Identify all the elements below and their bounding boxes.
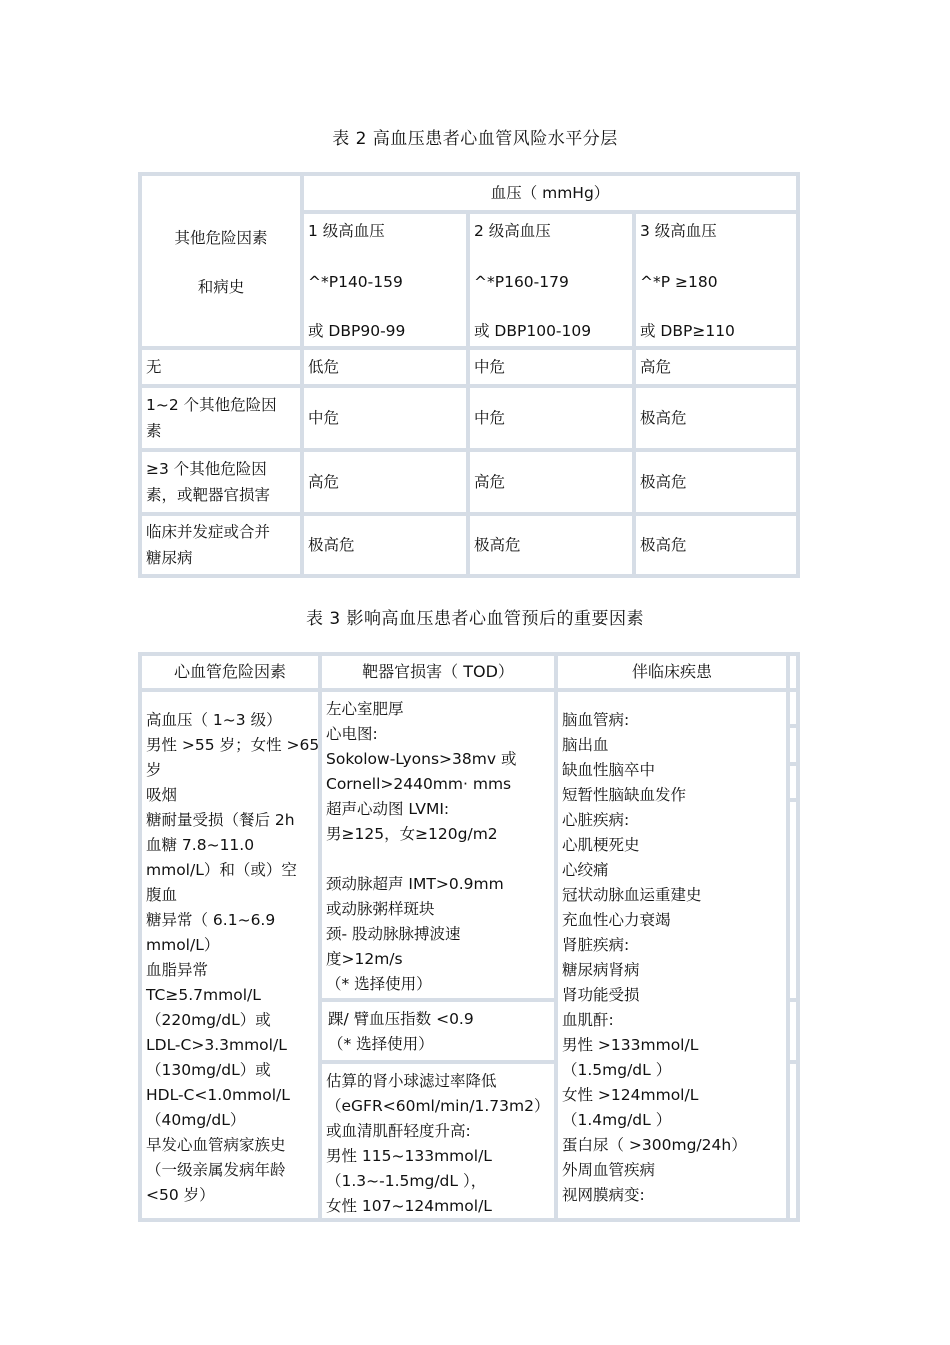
clinical-line: 冠状动脉血运重建史 bbox=[562, 886, 702, 904]
risk-factor-line: 高血压（ 1~3 级） bbox=[146, 711, 282, 729]
risk-factor-line: 血糖 7.8~11.0 bbox=[146, 836, 255, 854]
risk-factor-line: （220mg/dL）或 bbox=[146, 1011, 271, 1029]
clinical-line: 心绞痛 bbox=[562, 861, 609, 879]
clinical-line: 肾功能受损 bbox=[562, 986, 640, 1004]
risk-factor-line: （130mg/dL）或 bbox=[146, 1061, 271, 1079]
factor-cell bbox=[140, 386, 302, 450]
risk-level: 极高危 bbox=[474, 536, 521, 554]
row-header-line: 其他危险因素 bbox=[174, 229, 268, 247]
risk-level: 中危 bbox=[474, 409, 506, 427]
risk-factor-line: 糖耐量受损（餐后 2h bbox=[146, 811, 295, 829]
risk-factor-line: （一级亲属发病年龄 bbox=[146, 1161, 286, 1179]
clinical-line: 糖尿病肾病 bbox=[562, 961, 640, 979]
header-label: 靶器官损害（ TOD） bbox=[362, 662, 514, 681]
risk-factor-line: HDL-C<1.0mmol/L bbox=[146, 1086, 290, 1104]
risk-level: 极高危 bbox=[640, 409, 687, 427]
risk-level-cell bbox=[634, 348, 798, 386]
grade-header-cell bbox=[634, 212, 798, 348]
row-header-line: 和病史 bbox=[197, 278, 245, 296]
extra-column-cell bbox=[788, 1000, 798, 1062]
risk-level: 极高危 bbox=[640, 536, 687, 554]
clinical-line: 充血性心力衰竭 bbox=[562, 911, 671, 929]
tod-line: 左心室肥厚 bbox=[326, 700, 404, 718]
risk-level-cell bbox=[468, 386, 634, 450]
risk-level-cell bbox=[634, 514, 798, 576]
tod-line: 或血清肌酐轻度升高: bbox=[326, 1122, 471, 1140]
risk-level: 极高危 bbox=[308, 536, 355, 554]
grade-header-cell bbox=[468, 212, 634, 348]
clinical-cell bbox=[556, 690, 788, 1220]
risk-level-cell bbox=[302, 348, 468, 386]
tod-cell-cardiac-vascular bbox=[320, 690, 556, 1000]
table3-title: 表 3 影响高血压患者心血管预后的重要因素 bbox=[305, 609, 645, 629]
clinical-line: 外周血管疾病 bbox=[562, 1161, 656, 1179]
factor-line: 素，或靶器官损害 bbox=[146, 486, 271, 504]
clinical-line: 肾脏疾病: bbox=[562, 936, 630, 954]
tod-cell-renal bbox=[320, 1062, 556, 1220]
grade-dbp: 或 DBP≥110 bbox=[640, 322, 735, 340]
table2-title: 表 2 高血压患者心血管风险水平分层 bbox=[332, 129, 618, 149]
header-label: 伴临床疾患 bbox=[631, 662, 712, 681]
risk-factor-line: 男性 >55 岁；女性 >65 bbox=[146, 736, 320, 754]
clinical-line: 视网膜病变: bbox=[562, 1186, 645, 1204]
tod-line: Sokolow-Lyons>38mv 或 bbox=[326, 750, 517, 768]
tod-line bbox=[326, 847, 552, 872]
tod-line: （1.3~-1.5mg/dL ）， bbox=[326, 1172, 487, 1190]
tod-line: 踝/ 臂血压指数 <0.9 bbox=[328, 1010, 474, 1028]
factor-cell bbox=[140, 348, 302, 386]
grade-sbp: ^*P140-159 bbox=[308, 273, 403, 291]
risk-level: 低危 bbox=[308, 358, 340, 376]
risk-level-cell bbox=[634, 450, 798, 514]
risk-factor-line: TC≥5.7mmol/L bbox=[146, 986, 261, 1004]
tod-line: 男性 115~133mmol/L bbox=[326, 1147, 492, 1165]
risk-level: 极高危 bbox=[640, 473, 687, 491]
tod-line: 心电图: bbox=[326, 725, 378, 743]
row-header-cell bbox=[140, 174, 302, 348]
factor-line: 临床并发症或合并 bbox=[146, 523, 271, 541]
factor-line: 1~2 个其他危险因 bbox=[146, 396, 277, 414]
column-header-risk-factors bbox=[140, 654, 320, 690]
risk-level-cell bbox=[468, 514, 634, 576]
clinical-line: 缺血性脑卒中 bbox=[562, 761, 656, 779]
column-header-tod bbox=[320, 654, 556, 690]
clinical-line: （1.4mg/dL ） bbox=[562, 1111, 672, 1129]
risk-factor-line: mmol/L）和（或）空 bbox=[146, 861, 297, 879]
tod-list bbox=[328, 1007, 552, 1057]
grade-sbp: ^*P ≥180 bbox=[640, 273, 718, 291]
header-label: 心血管危险因素 bbox=[173, 662, 286, 681]
risk-level-cell bbox=[468, 348, 634, 386]
factor-line: 无 bbox=[146, 358, 162, 376]
risk-factors-cell bbox=[140, 690, 320, 1220]
tod-line: 男≥125，女≥120g/m2 bbox=[326, 825, 498, 843]
tod-line: 或动脉粥样斑块 bbox=[326, 900, 435, 918]
risk-factor-line: 岁 bbox=[146, 761, 162, 779]
prognosis-factors-table bbox=[138, 652, 800, 1222]
risk-factor-line: 血脂异常 bbox=[146, 961, 209, 979]
risk-level: 中危 bbox=[474, 358, 506, 376]
bp-header: 血压（ mmHg） bbox=[490, 184, 610, 202]
risk-factors-list bbox=[146, 708, 320, 1208]
factor-line: 糖尿病 bbox=[146, 549, 193, 567]
clinical-line: 蛋白尿（ >300mg/24h） bbox=[562, 1136, 747, 1154]
risk-factor-line: 吸烟 bbox=[146, 786, 178, 804]
risk-level-cell bbox=[302, 386, 468, 450]
clinical-line: 脑血管病: bbox=[562, 711, 630, 729]
factor-line: ≥3 个其他危险因 bbox=[146, 460, 267, 478]
clinical-line: （1.5mg/dL ） bbox=[562, 1061, 672, 1079]
factor-line: 素 bbox=[146, 422, 162, 440]
extra-column-cell bbox=[788, 726, 798, 764]
clinical-line: 女性 >124mmol/L bbox=[562, 1086, 699, 1104]
extra-column-cell bbox=[788, 800, 798, 1000]
risk-factor-line: LDL-C>3.3mmol/L bbox=[146, 1036, 287, 1054]
tod-line: 超声心动图 LVMI: bbox=[326, 800, 450, 818]
risk-level-cell bbox=[302, 450, 468, 514]
grade-name: 2 级高血压 bbox=[474, 222, 551, 240]
risk-level: 中危 bbox=[308, 409, 340, 427]
risk-level: 高危 bbox=[308, 473, 340, 491]
tod-line: 颈- 股动脉脉搏波速 bbox=[326, 925, 461, 943]
extra-column-cell bbox=[788, 654, 798, 690]
tod-line: （* 选择使用） bbox=[328, 1035, 434, 1053]
tod-line: 颈动脉超声 IMT>0.9mm bbox=[326, 875, 504, 893]
column-header-clinical bbox=[556, 654, 788, 690]
bp-header-cell bbox=[302, 174, 798, 212]
grade-header-cell bbox=[302, 212, 468, 348]
clinical-list bbox=[562, 708, 784, 1208]
tod-line: Cornell>2440mm· mms bbox=[326, 775, 512, 793]
risk-factor-line: （40mg/dL） bbox=[146, 1111, 246, 1129]
factor-cell bbox=[140, 450, 302, 514]
risk-factor-line: mmol/L） bbox=[146, 936, 220, 954]
risk-factor-line: 早发心血管病家族史 bbox=[146, 1136, 286, 1154]
grade-dbp: 或 DBP100-109 bbox=[474, 322, 592, 340]
tod-line: 估算的肾小球滤过率降低 bbox=[326, 1072, 497, 1090]
risk-level-cell bbox=[302, 514, 468, 576]
grade-sbp: ^*P160-179 bbox=[474, 273, 569, 291]
clinical-line: 脑出血 bbox=[562, 736, 609, 754]
tod-list bbox=[326, 697, 552, 997]
grade-name: 1 级高血压 bbox=[308, 222, 385, 240]
tod-line: （eGFR<60ml/min/1.73m2） bbox=[326, 1097, 550, 1115]
extra-column-cell bbox=[788, 690, 798, 726]
tod-line: 女性 107~124mmol/L bbox=[326, 1197, 492, 1215]
extra-column-cell bbox=[788, 1062, 798, 1220]
grade-dbp: 或 DBP90-99 bbox=[308, 322, 406, 340]
risk-level-cell bbox=[634, 386, 798, 450]
grade-name: 3 级高血压 bbox=[640, 222, 717, 240]
risk-level: 高危 bbox=[474, 473, 506, 491]
risk-factor-line: 腹血 bbox=[146, 886, 178, 904]
clinical-line: 血肌酐: bbox=[562, 1011, 614, 1029]
clinical-line: 男性 >133mmol/L bbox=[562, 1036, 699, 1054]
clinical-line: 心肌梗死史 bbox=[562, 836, 640, 854]
risk-stratification-table bbox=[138, 172, 800, 578]
extra-column-cell bbox=[788, 764, 798, 800]
clinical-line: 短暂性脑缺血发作 bbox=[562, 786, 687, 804]
factor-cell bbox=[140, 514, 302, 576]
risk-level-cell bbox=[468, 450, 634, 514]
tod-list bbox=[326, 1069, 552, 1219]
tod-cell-abi bbox=[320, 1000, 556, 1062]
risk-factor-line: 糖异常（ 6.1~6.9 bbox=[146, 911, 276, 929]
risk-factor-line: <50 岁） bbox=[146, 1186, 215, 1204]
risk-level: 高危 bbox=[640, 358, 672, 376]
tod-line: 度>12m/s bbox=[326, 950, 403, 968]
clinical-line: 心脏疾病: bbox=[562, 811, 630, 829]
tod-line: （* 选择使用） bbox=[326, 975, 432, 993]
